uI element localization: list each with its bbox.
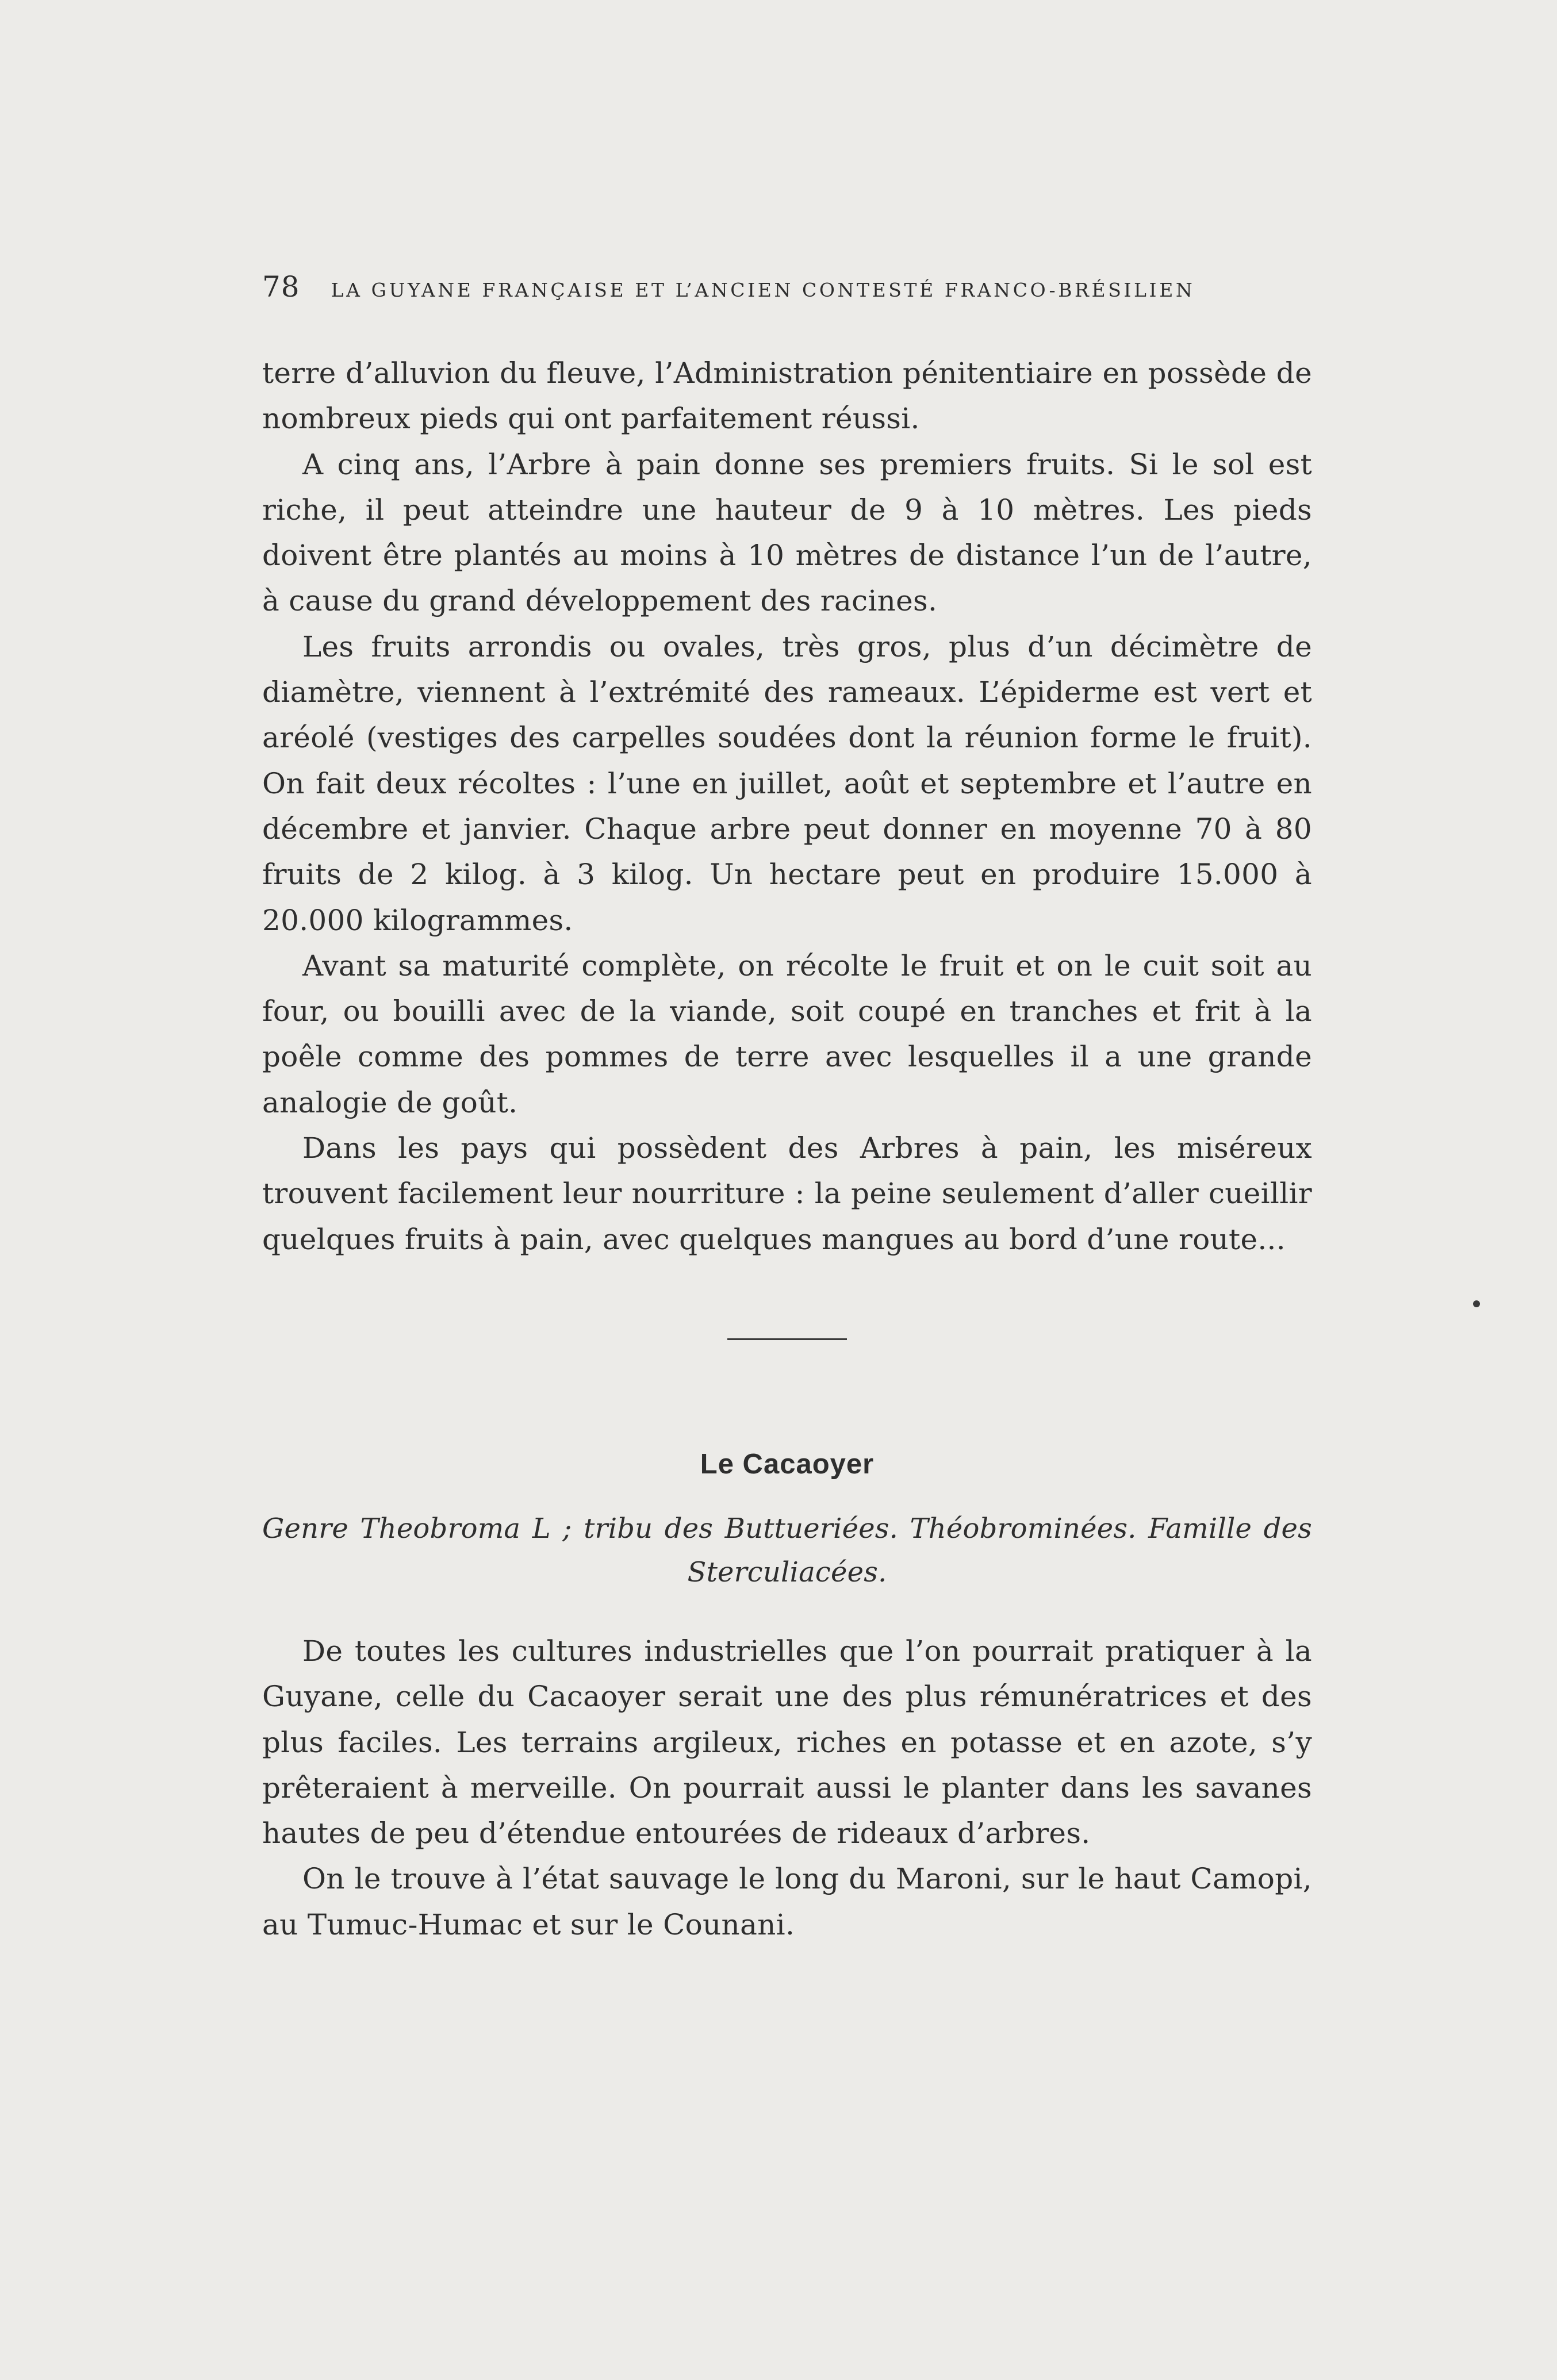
paragraph: On le trouve à l’état sauvage le long du Maroni, sur le haut Camopi, au Tumuc-Humac et sur le Counani. bbox=[262, 1862, 1312, 1941]
paragraph: Dans les pays qui possèdent des Arbres à pain, les miséreux trouvent facilement leur nourriture : la peine seulement d’aller cueillir quelques fruits à pain, avec quelques mangues au bord d’une route... bbox=[262, 1131, 1312, 1256]
paragraph: De toutes les cultures industrielles que l’on pourrait pratiquer à la Guyane, celle du Cacaoyer serait une des plus rémunératrices et des plus faciles. Les terrains argileux, riches en potasse et en azote, s’y prêteraient à merveille. On pourrait aussi le planter dans les savanes hautes de peu d’étendue entourées de rideaux d’arbres. bbox=[262, 1634, 1312, 1851]
section-title: Le Cacaoyer bbox=[700, 1448, 875, 1480]
section-subtitle: Genre Theobroma L ; tribu des Buttueriées. Théobrominées. Famille des Sterculiacées. bbox=[262, 1512, 1312, 1588]
paragraph: A cinq ans, l’Arbre à pain donne ses premiers fruits. Si le sol est riche, il peut atteindre une hauteur de 9 à 10 mètres. Les pieds doivent être plantés au moins à 10 mètres de distance l’un de l’autre, à cause du grand développement des racines. bbox=[262, 447, 1312, 618]
breadfruit-text bbox=[262, 351, 1312, 1262]
ink-speck bbox=[1473, 1300, 1480, 1307]
page-number: 78 bbox=[262, 270, 300, 304]
cacao-text bbox=[262, 1629, 1312, 1948]
running-header bbox=[262, 270, 1312, 305]
section-divider bbox=[727, 1338, 847, 1340]
book-page bbox=[262, 270, 1312, 1948]
paragraph: Les fruits arrondis ou ovales, très gros, plus d’un décimètre de diamètre, viennent à l’extrémité des rameaux. L’épiderme est vert et aréolé (vestiges des carpelles soudées dont la réunion forme le fruit). On fait deux récoltes : l’une en juillet, août et septembre et l’autre en décembre et janvier. Chaque arbre peut donner en moyenne 70 à 80 fruits de 2 kilog. à 3 kilog. Un hectare peut en produire 15.000 à 20.000 kilogrammes. bbox=[262, 629, 1312, 937]
paragraph: terre d’alluvion du fleuve, l’Administration pénitentiaire en possède de nombreux pieds qui ont parfaitement réussi. bbox=[262, 356, 1312, 436]
running-title: LA GUYANE FRANÇAISE ET L’ANCIEN CONTESTÉ FRANCO-BRÉSILIEN bbox=[331, 279, 1195, 301]
paragraph: Avant sa maturité complète, on récolte le fruit et on le cuit soit au four, ou bouilli avec de la viande, soit coupé en tranches et frit à la poêle comme des pommes de terre avec lesquelles il a une grande analogie de goût. bbox=[262, 949, 1312, 1119]
